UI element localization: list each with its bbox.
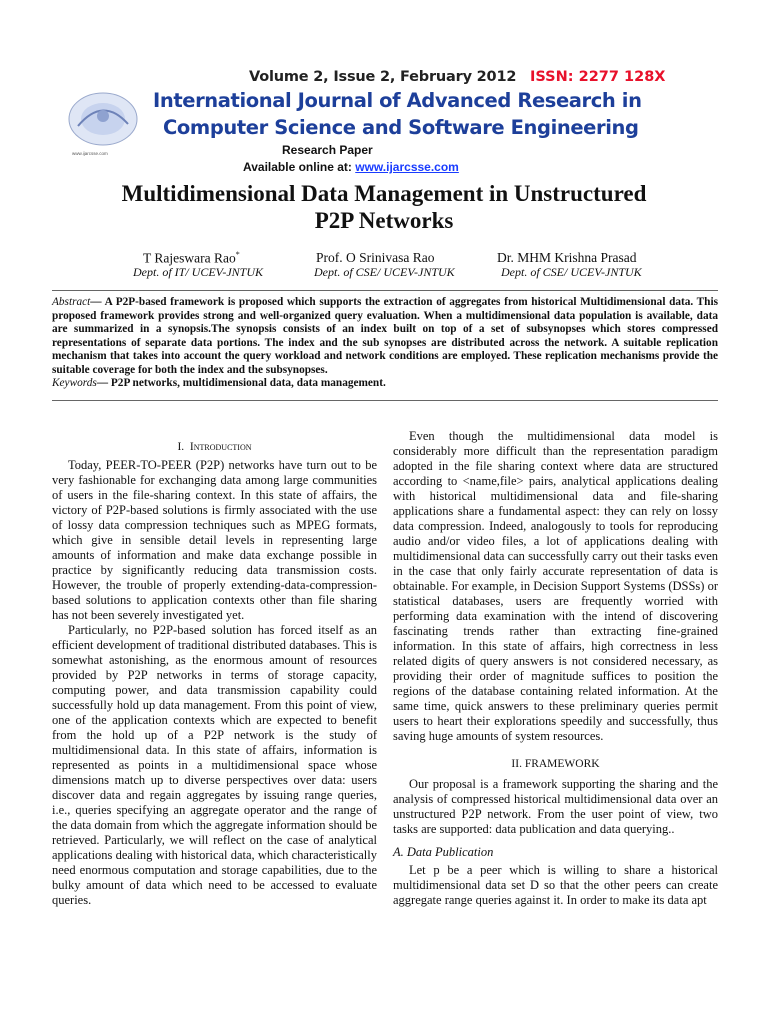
author-2-name: Prof. O Srinivasa Rao xyxy=(316,250,435,265)
available-online xyxy=(243,160,459,174)
paper-title-line2: P2P Networks xyxy=(314,208,454,233)
section-1-number: I. xyxy=(177,441,185,453)
subsection-a-heading: A. Data Publication xyxy=(393,845,494,859)
journal-volume: Volume 2, Issue 2, February 2012 xyxy=(249,69,517,85)
paper-title xyxy=(0,180,768,234)
section-1-title: Introduction xyxy=(189,441,252,453)
right-column xyxy=(393,429,718,908)
available-prefix: Available online at: xyxy=(243,160,356,174)
journal-name-line1: International Journal of Advanced Research in xyxy=(153,89,642,112)
paper-type: Research Paper xyxy=(282,143,373,157)
author-1-mark: * xyxy=(235,250,240,259)
journal-logo xyxy=(58,86,148,160)
abstract-text: — A P2P-based framework is proposed which supports the extraction of aggregates from historical Multidimensional data. This proposed framework provides strong and well-organized query evaluation. When a multidimensional data population is available, data are summarized in a synopsis.The synopsis consists of an index built on top of a set of subsynopses which stores compressed representations of separate data portions. The index and the sub synopses are distributed across the network. A suitable replication mechanism that takes into account the query workload and network conditions are employed. These replication mechanisms provide the suitable coverage for both the index and the subsynopses. xyxy=(52,296,718,376)
keywords-label: Keywords xyxy=(52,377,97,389)
journal-issn: ISSN: 2277 128X xyxy=(530,69,666,85)
journal-name-line2: Computer Science and Software Engineering xyxy=(163,116,639,139)
author-3-dept: Dept. of CSE/ UCEV-JNTUK xyxy=(501,265,642,279)
author-1-name: T Rajeswara Rao xyxy=(143,250,236,266)
abstract-label: Abstract xyxy=(52,296,91,308)
intro-paragraph-1: Today, PEER-TO-PEER (P2P) networks have turn out to be very fashionable for exchanging data among large communities of users in the file-sharing context. In this state of affairs, the victory of P2P-based solutions is firmly associated with the use of lossy data compression techniques such as MPEG formats, which give in sensible detail levels in representing large amounts of information and make data exchange possible in practice by significantly reducing data transmission costs. However, the trouble of properly extending-data-compression-based solutions to application contexts other than file sharing has not been severely investigated yet. xyxy=(52,458,377,622)
author-1-dept: Dept. of IT/ UCEV-JNTUK xyxy=(133,265,264,279)
framework-paragraph-1: Our proposal is a framework supporting the sharing and the analysis of compressed historical multidimensional data over an unstructured P2P network. From the user point of view, two tasks are supported: data publication and data querying.. xyxy=(393,777,718,836)
paper-title-line1: Multidimensional Data Management in Unstructured xyxy=(121,181,647,206)
abstract-top-rule xyxy=(52,290,718,291)
keywords-text: — P2P networks, multidimensional data, data management. xyxy=(96,377,386,389)
logo-url: www.ijarcsse.com xyxy=(72,151,108,156)
section-2-heading: II. FRAMEWORK xyxy=(511,758,600,770)
abstract xyxy=(52,296,718,391)
author-2-dept: Dept. of CSE/ UCEV-JNTUK xyxy=(314,265,455,279)
intro-paragraph-2: Particularly, no P2P-based solution has forced itself as an efficient development of traditional distributed databases. This is somewhat astonishing, as the enormous amount of resources provided by P2P networks in terms of storage capacity, computing power, and data transmission capability could successfully hold up data management. From this point of view, one of the application contexts which are expected to benefit from the hold up of a P2P network is the study of multidimensional data. In this state of affairs, information is represented as points in a multidimensional space whose dimensions match up to diverse perspectives over data: users discover data and regain aggregates by issuing range queries, i.e., queries specifying an aggregate operator and the range of the data domain from which the aggregate information should be retrieved. Particularly, we will reflect on the case of analytical applications dealing with historical data, which characteristically need enormous computation and storage capabilities, due to the bulky amount of data which need to be accessed to evaluate queries. xyxy=(52,623,377,907)
section-1-heading xyxy=(52,440,377,455)
journal-website-link[interactable]: www.ijarcsse.com xyxy=(355,160,459,174)
abstract-bottom-rule xyxy=(52,400,718,401)
left-column xyxy=(52,440,377,908)
author-3-name: Dr. MHM Krishna Prasad xyxy=(497,250,637,265)
data-publication-paragraph: Let p be a peer which is willing to share a historical multidimensional data set D so that the other peers can create aggregate range queries against it. In order to make its data apt xyxy=(393,863,718,907)
col2-paragraph-1: Even though the multidimensional data model is considerably more difficult than the representation paradigm adopted in the file sharing context where data are structured according to <name,file> pairs, analytical applications dealing with historical multidimensional data and file-sharing applications share a fundamental aspect: they can rely on lossy data compression. Indeed, analogously to tools for reproducing audio and/or video files, a lot of applications dealing with multidimensional data can successfully carry out their tasks even in the case that only fairly accurate representation of data is obtainable. For example, in Decision Support Systems (DSSs) or statistical databases, users are frequently worried with performing data examination with the intend of discovering fascinating trends rather than extracting fine-grained information. In this state of affairs, high correctness in less related digits of query answers is not considered necessary, as providing their order of magnitude suffices to position the regions of the database containing related information. At the same time, quick answers to these preliminary queries permit users to heart their explorations speedily and successfully, thus saving huge amounts of system resources. xyxy=(393,429,718,743)
